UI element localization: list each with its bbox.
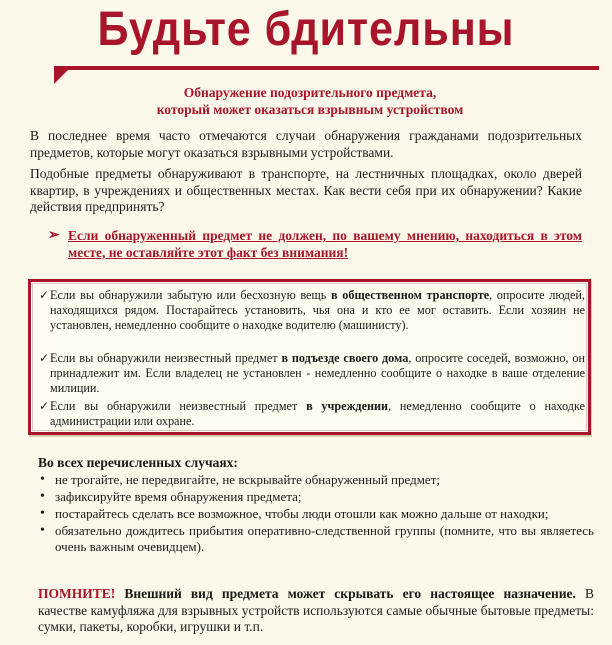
case-transport-before: Если вы обнаружили забытую или бесхозную вещь	[50, 288, 332, 302]
case-transport	[39, 288, 585, 332]
case-institution-before: Если вы обнаружили неизвестный предмет	[50, 399, 307, 413]
list-item: • обязательно дождитесь прибытия оперативно-следственной группы (помните, что вы являетесь очень важным очевидцем).	[38, 523, 594, 555]
arrow-pointer-icon: ➢	[48, 228, 60, 243]
remember-rest: В качестве камуфляжа для взрывных устройств используются самые обычные бытовые предметы: сумки, пакеты, коробки, игрушки и т.п.	[38, 586, 594, 634]
subtitle	[100, 84, 520, 118]
case-transport-after: , опросите людей, находящихся рядом. Постарайтесь установить, чья она и кто ее мог оставить. Если хозяин не установлен, немедленно сообщите о находке водителю (машинисту).	[50, 288, 585, 332]
warning-note	[48, 228, 582, 261]
case-institution	[39, 399, 585, 429]
case-entrance-bold: в подъезде своего дома	[281, 351, 409, 365]
list-item: • зафиксируйте время обнаружения предмета;	[38, 489, 594, 505]
warning-text: Если обнаруженный предмет не должен, по вашему мнению, находиться в этом месте, не оставляйте этот факт без внимания!	[68, 228, 582, 260]
case-entrance-after: , опросите соседей, возможно, он принадлежит им. Если владелец не установлен - немедленно сообщите о находке в ваше отделение милиции.	[50, 351, 585, 395]
check-mark-icon: ✓	[39, 288, 50, 302]
case-entrance	[39, 351, 585, 395]
list-item: • не трогайте, не передвигайте, не вскрывайте обнаруженный предмет;	[38, 472, 594, 488]
intro-paragraph-2: Подобные предметы обнаруживают в транспорте, на лестничных площадках, около дверей квартир, в учреждениях и общественных местах. Как вести себя при их обнаружении? Какие действия предпринять?	[30, 166, 582, 214]
subtitle-line-2: который может оказаться взрывным устройством	[156, 102, 464, 117]
remember-label: ПОМНИТЕ!	[38, 586, 116, 601]
case-institution-bold: в учреждении	[306, 399, 389, 413]
check-mark-icon: ✓	[39, 351, 50, 365]
intro-paragraph-1: В последнее время часто отмечаются случаи обнаружения гражданами подозрительных предметов, которые могут оказаться взрывными устройствами.	[30, 128, 582, 160]
subtitle-line-1: Обнаружение подозрительного предмета,	[183, 85, 437, 100]
remember-paragraph	[38, 586, 594, 636]
list-item: • постарайтесь сделать все возможное, чтобы люди отошли как можно дальше от находки;	[38, 506, 594, 522]
case-institution-after: , немедленно сообщите о находке администрации или охране.	[50, 399, 585, 428]
case-entrance-before: Если вы обнаружили неизвестный предмет	[50, 351, 282, 365]
all-cases-list	[38, 472, 594, 556]
all-cases-heading: Во всех перечисленных случаях:	[38, 455, 238, 470]
case-transport-bold: в общественном транспорте	[331, 288, 490, 302]
check-mark-icon: ✓	[39, 399, 50, 413]
cases-box	[28, 279, 591, 435]
title-underline	[54, 66, 599, 70]
title-underline-corner	[54, 66, 72, 84]
remember-bold: Внешний вид предмета может скрывать его настоящее назначение.	[115, 586, 576, 601]
page-title: Будьте бдительны	[97, 3, 515, 56]
